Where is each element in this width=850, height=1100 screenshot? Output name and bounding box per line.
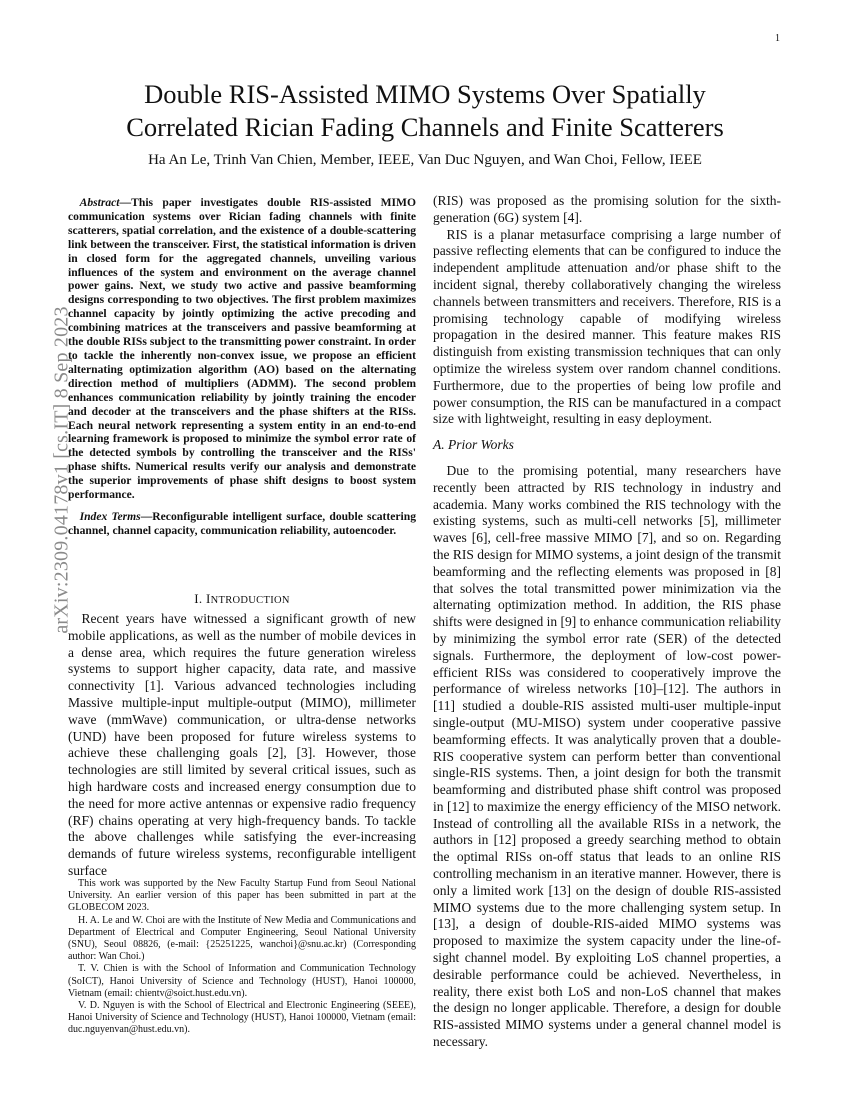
index-terms-paragraph: Index Terms—Reconfigurable intelligent surface, double scattering channel, channel capacity, communication reliability, autoencoder. <box>68 509 416 537</box>
footnote-affiliation-seee: V. D. Nguyen is with the School of Electrical and Electronic Engineering (SEEE), Hanoi University of Science and Technology (HUST), Hanoi 100000, Vietnam (email: duc.nguyenvan@hust.edu.vn). <box>68 1000 416 1036</box>
title-line-2: Correlated Rician Fading Channels and Finite Scatterers <box>126 112 724 142</box>
section-numeral: I. <box>194 591 203 606</box>
ris-paragraph: RIS is a planar metasurface comprising a large number of passive reflecting elements that can be configured to induce the independent amplitude attenuation and/or phase shift to the incident signal, thereby collaboratively changing the wireless channels between transmitters and receivers. Therefore, RIS is a promising technology capable of modifying wireless propagation in the desired manner. This feature makes RIS distinguish from existing transmission techniques that can only optimize the wireless system over random channel conditions. Furthermore, due to the properties of being low profile and power consumption, the RIS can be manufactured in a compact size with lightweight, resulting in easy deployment. <box>433 226 781 427</box>
index-terms-label: Index Terms <box>79 509 141 523</box>
paper-title <box>90 78 760 144</box>
abstract-paragraph: Abstract—This paper investigates double RIS-assisted MIMO communication systems over Rician fading channels with finite scatterers, spatial correlation, and the existence of a double-scattering link between the transceiver. First, the statistical information is driven in closed form for the aggregated channels, unveiling various influences of the system and environment on the average channel power gains. Next, we study two active and passive beamforming designs corresponding to two objectives. The first problem maximizes channel capacity by jointly optimizing the active precoding and combining matrices at the transceivers and passive beamforming at the double RISs subject to the transmitting power constraint. In order to tackle the inherently non-convex issue, we propose an efficient alternating optimization algorithm (AO) based on the alternating direction method of multipliers (ADMM). The second problem enhances communication reliability by jointly training the encoder and decoder at the transceivers and the phase shifters at the RISs. Each neural network representing a system entity in an end-to-end learning framework is proposed to minimize the symbol error rate of the detected symbols by controlling the transceiver and the RISs' phase shifts. Numerical results verify our analysis and demonstrate the superior improvements of phase shift designs to boost system performance. <box>68 196 416 502</box>
intro-paragraph: Recent years have witnessed a significant growth of new mobile applications, as well as the number of mobile devices in a dense area, which requires the future generation wireless systems to support higher capacity, data rate, and massive connectivity [1]. Various advanced technologies including Massive multiple-input multiple-output (MIMO), millimeter wave (mmWave) communication, or ultra-dense networks (UND) have been proposed for future wireless systems to achieve these challenging goals [2], [3]. However, those technologies are still limited by several critical issues, such as high hardware costs and increased energy consumption due to the need for more active antennas or expensive radio frequency (RF) chains operating at very high-frequency bands. To tackle the above challenges while satisfying the ever-increasing demands of future wireless systems, reconfigurable intelligent surface <box>68 611 416 878</box>
author-list: Ha An Le, Trinh Van Chien, Member, IEEE, Van Duc Nguyen, and Wan Choi, Fellow, IEEE <box>148 152 702 168</box>
section-heading-introduction <box>68 591 416 607</box>
introduction-column <box>68 611 416 880</box>
footnote-funding: This work was supported by the New Faculty Startup Fund from Seoul National University. An earlier version of this paper has been submitted in part at the GLOBECOM 2023. <box>68 878 416 914</box>
prior-works-paragraph: Due to the promising potential, many researchers have recently been attracted by RIS technology in industry and academia. Many works combined the RIS technology with the existing systems, such as multi-cell networks [5], millimeter waves [6], cell-free massive MIMO [7], and so on. Regarding the RIS design for MIMO systems, a joint design of the transmit beamforming and the reflecting elements was proposed in [8] that solves the total transmitted power minimization via the alternating optimization method. In addition, the RIS phase shifts were designed in [9] to enhance communication reliability by minimizing the symbol error rate (SER) of the detected signals. Furthermore, the deployment of low-cost power-efficient RISs was considered to cooperatively improve the performance of wireless networks [10]–[12]. The authors in [11] studied a double-RIS assisted multi-user multiple-input single-output (MU-MISO) system under cooperative passive beamforming effects. It was analytically proven that a double-RIS cooperative system can perform better than conventional single-RIS systems. Then, a joint design for both the transmit beamforming and distributed phase shift control was proposed in [12] to maximize the energy efficiency of the MISO network. Instead of controlling all the available RISs in a network, the authors in [12] proposed a greedy searching method to obtain the optimal RISs on-off status that leads to an online RIS controlling mechanism in an iterative manner. However, there is only a limited work [13] on the design of double RIS-assisted MIMO systems due to the more challenging system setup. In [13], a design of double-RIS-aided MIMO systems was proposed to maximize the system capacity under the line-of-sight channel model. By exploiting LoS channel properties, a desirable performance could be achieved. Nevertheless, in reality, there exist both LoS and non-LoS channel that makes the design no longer applicable. Therefore, a design for double RIS-assisted MIMO systems under a general channel model is necessary. <box>433 462 781 1050</box>
intro-continuation: (RIS) was proposed as the promising solution for the sixth-generation (6G) system [4]. <box>433 193 781 225</box>
section-title-first-letter: I <box>205 591 211 606</box>
footnotes <box>68 878 416 1037</box>
abstract-label: Abstract <box>79 196 120 209</box>
arxiv-stamp-text: arXiv:2309.04178v1 [cs.IT] 8 Sep 2023 <box>50 306 73 634</box>
abstract-text: This paper investigates double RIS-assisted MIMO communication systems over Rician fading channels with finite scatterers, spatial correlation, and the existence of a double-scattering link between the transceiver. First, the statistical information is driven in closed form for the aggregated channels, unveiling various influences of the system and environment on the average channel power gains. Next, we study two active and passive beamforming designs corresponding to two objectives. The first problem maximizes channel capacity by jointly optimizing the active precoding and combining matrices at the transceivers and passive beamforming at the double RISs subject to the transmitting power constraint. In order to tackle the inherently non-convex issue, we propose an efficient alternating optimization algorithm (AO) based on the alternating direction method of multipliers (ADMM). The second problem enhances communication reliability by jointly training the encoder and decoder at the transceivers and the phase shifters at the RISs. Each neural network representing a system entity in an end-to-end learning framework is proposed to minimize the symbol error rate of the detected symbols by controlling the transceiver and the RISs' phase shifts. Numerical results verify our analysis and demonstrate the superior improvements of phase shift designs to boost system performance. <box>68 196 416 502</box>
footnote-affiliation-soict: T. V. Chien is with the School of Information and Communication Technology (SoICT), Hanoi University of Science and Technology (HUST), Hanoi 100000, Vietnam (email: chientv@soict.hust.edu.vn). <box>68 963 416 999</box>
section-title-rest: NTRODUCTION <box>210 595 290 606</box>
footnote-affiliation-snu: H. A. Le and W. Choi are with the Institute of New Media and Communications and Department of Electrical and Computer Engineering, Seoul National University (SNU), Seoul 08826, (e-mail: {25251225, wanchoi}@snu.ac.kr) (Corresponding author: Wan Choi.) <box>68 914 416 963</box>
subsection-heading-prior-works: A. Prior Works <box>433 437 514 453</box>
right-column <box>433 193 781 1051</box>
title-line-1: Double RIS-Assisted MIMO Systems Over Spatially <box>144 79 706 109</box>
page-number: 1 <box>775 33 780 44</box>
abstract-block <box>68 196 416 538</box>
index-terms-text: Reconfigurable intelligent surface, double scattering channel, channel capacity, communication reliability, autoencoder. <box>68 509 416 537</box>
